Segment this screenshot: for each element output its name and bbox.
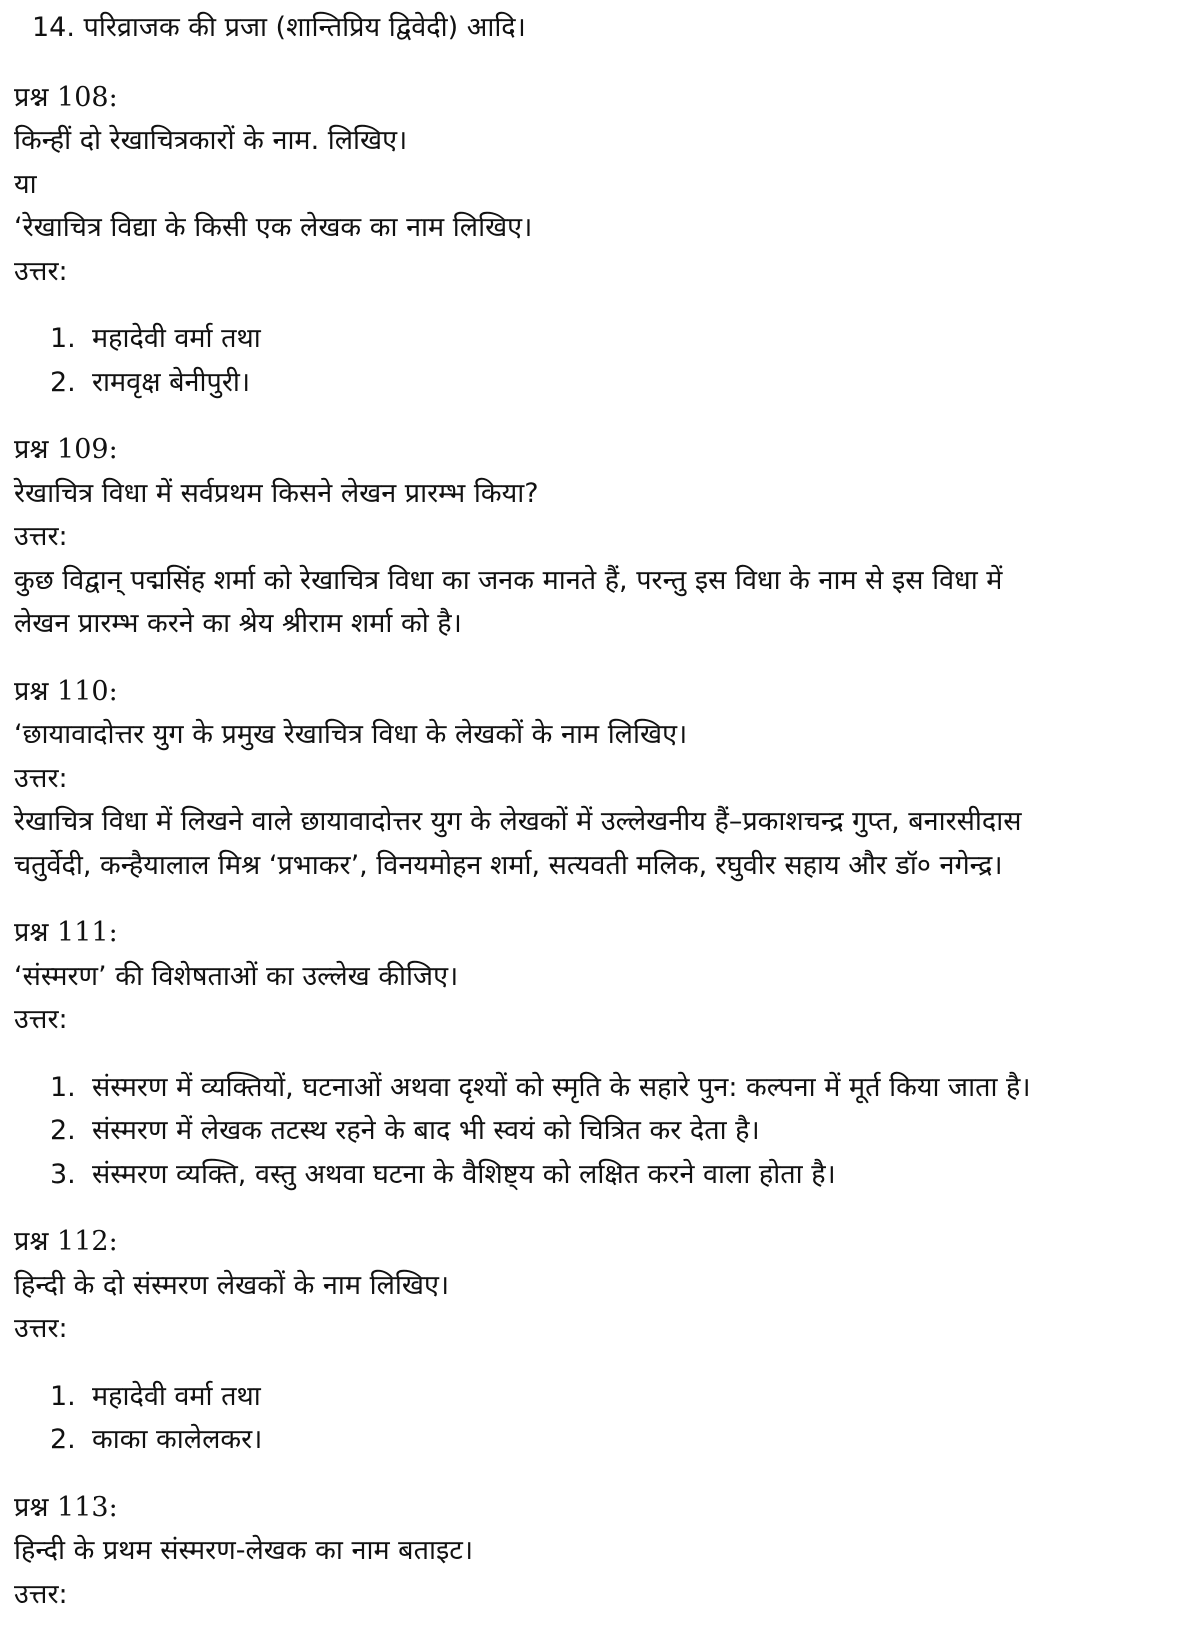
list-item-number: 3. — [50, 1158, 76, 1190]
list-item-number: 1. — [50, 1071, 76, 1103]
question-block-108 — [14, 76, 1174, 405]
question-block-111 — [14, 911, 1174, 1196]
question-text: रेखाचित्र विधा में सर्वप्रथम किसने लेखन प्रारम्भ किया? — [14, 477, 539, 509]
answer-list — [14, 1375, 1174, 1462]
list-item-number: 1. — [50, 1380, 76, 1412]
list-item — [14, 6, 1174, 50]
list-item — [50, 1418, 1174, 1462]
question-label: प्रश्न 110: — [14, 675, 118, 707]
question-text: किन्हीं दो रेखाचित्रकारों के नाम. लिखिए। — [14, 125, 408, 156]
answer-label: उत्तर: — [14, 1313, 68, 1344]
question-label: प्रश्न 112: — [14, 1226, 118, 1257]
question-label: प्रश्न 111: — [14, 917, 118, 948]
question-block-112 — [14, 1220, 1174, 1462]
list-item-number: 14. — [32, 12, 75, 43]
answer-list — [14, 1066, 1174, 1197]
question-text: या — [14, 168, 37, 200]
list-item — [50, 1109, 1174, 1153]
answer-text: लेखन प्रारम्भ करने का श्रेय श्रीराम शर्मा को है। — [14, 608, 462, 639]
answer-text: रेखाचित्र विधा में लिखने वाले छायावादोत्तर युग के लेखकों में उल्लेखनीय हैं–प्रकाशचन्द्र गुप्त, बनारसीदास — [14, 806, 1022, 837]
list-item-number: 1. — [50, 323, 76, 354]
question-text: ‘छायावादोत्तर युग के प्रमुख रेखाचित्र विधा के लेखकों के नाम लिखिए। — [14, 719, 688, 750]
list-item-text: संस्मरण में व्यक्तियों, घटनाओं अथवा दृश्यों को स्मृति के सहारे पुन: कल्पना में मूर्त किया जाता है। — [92, 1071, 1031, 1103]
answer-label: उत्तर: — [14, 1578, 68, 1610]
list-item — [50, 1153, 1174, 1197]
question-text: हिन्दी के दो संस्मरण लेखकों के नाम लिखिए। — [14, 1269, 450, 1301]
answer-list — [14, 317, 1174, 404]
question-block-109 — [14, 428, 1174, 646]
list-item-text: काका कालेलकर। — [92, 1424, 263, 1455]
question-label: प्रश्न 113: — [14, 1491, 118, 1523]
question-label: प्रश्न 108: — [14, 81, 118, 113]
list-item — [50, 1066, 1174, 1110]
question-text: हिन्दी के प्रथम संस्मरण-लेखक का नाम बताइट। — [14, 1535, 474, 1566]
list-item-text: रामवृक्ष बेनीपुरी। — [92, 366, 251, 398]
answer-text: कुछ विद्वान् पद्मसिंह शर्मा को रेखाचित्र विधा का जनक मानते हैं, परन्तु इस विधा के नाम से इस विधा में — [14, 564, 1003, 596]
answer-label: उत्तर: — [14, 521, 68, 552]
list-item-text: संस्मरण में लेखक तटस्थ रहने के बाद भी स्वयं को चित्रित कर देता है। — [92, 1115, 760, 1146]
question-text: ‘संस्मरण’ की विशेषताओं का उल्लेख कीजिए। — [14, 960, 459, 992]
list-item-number: 2. — [50, 366, 76, 398]
list-item — [50, 317, 1174, 361]
list-item-number: 2. — [50, 1424, 76, 1455]
question-label: प्रश्न 109: — [14, 434, 118, 465]
list-item-text: परिव्राजक की प्रजा (शान्तिप्रिय द्विवेदी) आदि। — [83, 12, 526, 43]
answer-text: चतुर्वेदी, कन्हैयालाल मिश्र ‘प्रभाकर’, विनयमोहन शर्मा, सत्यवती मलिक, रघुवीर सहाय और डॉ० नगेन्द्र। — [14, 849, 1003, 881]
list-item — [50, 361, 1174, 405]
answer-label: उत्तर: — [14, 762, 68, 794]
question-block-113 — [14, 1486, 1174, 1617]
list-item-number: 2. — [50, 1115, 76, 1146]
list-item-text: संस्मरण व्यक्ति, वस्तु अथवा घटना के वैशिष्ट्य को लक्षित करने वाला होता है। — [92, 1158, 836, 1190]
question-text: ‘रेखाचित्र विद्या के किसी एक लेखक का नाम लिखिए। — [14, 212, 533, 243]
question-block-110 — [14, 670, 1174, 888]
list-item — [50, 1375, 1174, 1419]
list-item-text: महादेवी वर्मा तथा — [92, 323, 261, 354]
answer-label: उत्तर: — [14, 1004, 68, 1035]
list-item-text: महादेवी वर्मा तथा — [92, 1380, 261, 1412]
answer-label: उत्तर: — [14, 255, 68, 287]
